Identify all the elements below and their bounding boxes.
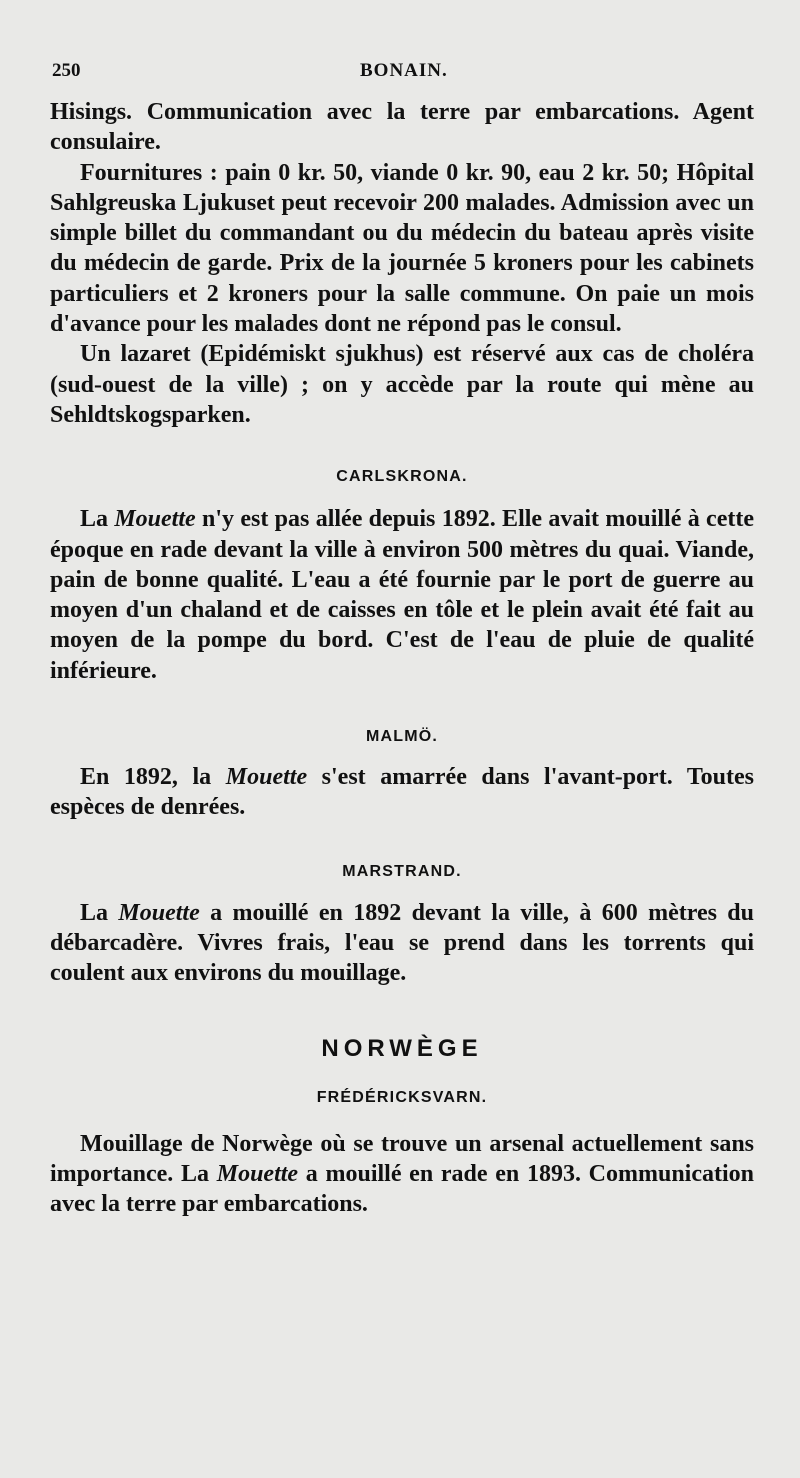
carlskrona-paragraph [50, 504, 754, 686]
malmo-heading: MALMÖ. [365, 728, 439, 746]
text-run: a mouillé en rade en 1893. Communication avec la terre par embarcations. [50, 1160, 754, 1218]
text-run: La [80, 506, 115, 533]
text-run: a mouillé en 1892 devant la ville, à 600 mètres du débarcadère. Vivres frais, l'eau se prend dans les torrents qui coulent aux environs du mouillage. [50, 899, 755, 987]
text-run: s'est amarrée dans l'avant-port. Toutes espèces de denrées. [50, 764, 754, 821]
text-run: La [80, 899, 119, 926]
page-body [50, 97, 754, 1219]
ship-name: Mouette [225, 764, 308, 791]
gothenburg-paragraph-2: Fournitures : pain 0 kr. 50, viande 0 kr. 90, eau 2 kr. 50; Hôpital Sahlgreuska Ljukuset peut recevoir 200 malades. Admission avec un simple billet du commandant ou du médecin du bateau après visite du médecin de garde. Prix de la journée 5 kroners pour les cabinets particuliers et 2 kroners pour la salle commune. On paie un mois d'avance pour les malades dont ne répond pas le consul. [50, 159, 754, 338]
gothenburg-section [50, 97, 754, 430]
ship-name: Mouette [118, 899, 200, 926]
text-run: En 1892, la [80, 764, 226, 791]
text-run: Mouillage de Norwège où se trouve un arsenal actuellement sans importance. La [50, 1130, 754, 1187]
marstrand-heading: MARSTRAND. [342, 862, 462, 880]
ship-name: Mouette [114, 506, 196, 533]
gothenburg-paragraph-1: Hisings. Communication avec la terre par embarcations. Agent consulaire. [50, 99, 754, 156]
running-title: BONAIN. [360, 60, 448, 81]
carlskrona-section [50, 504, 754, 686]
page-number: 250 [52, 60, 81, 81]
ship-name: Mouette [216, 1160, 299, 1187]
gothenburg-paragraph-3: Un lazaret (Epidémiskt sjukhus) est réservé aux cas de choléra (sud-ouest de la ville) ; on y accède par la route qui mène au Sehldtskogsparken. [50, 341, 754, 428]
malmo-paragraph [50, 762, 754, 823]
fredericksvarn-heading: FRÉDÉRICKSVARN. [316, 1088, 488, 1106]
fredericksvarn-paragraph [50, 1129, 754, 1220]
marstrand-section [50, 898, 754, 989]
carlskrona-heading: CARLSKRONA. [336, 468, 468, 486]
malmo-section [50, 762, 754, 823]
marstrand-paragraph [50, 898, 754, 989]
page-header [0, 60, 800, 90]
fredericksvarn-section [50, 1129, 754, 1220]
norway-heading: NORWÈGE [321, 1034, 483, 1062]
text-run: n'y est pas allée depuis 1892. Elle avait mouillé à cette époque en rade devant la ville à environ 500 mètres du quai. Viande, pain de bonne qualité. L'eau a été fournie par le port de guerre au moyen d'un chaland et de caisses en tôle et le plein avait été fait au moyen de la pompe du bord. C'est de l'eau de pluie de qualité inférieure. [50, 506, 754, 684]
